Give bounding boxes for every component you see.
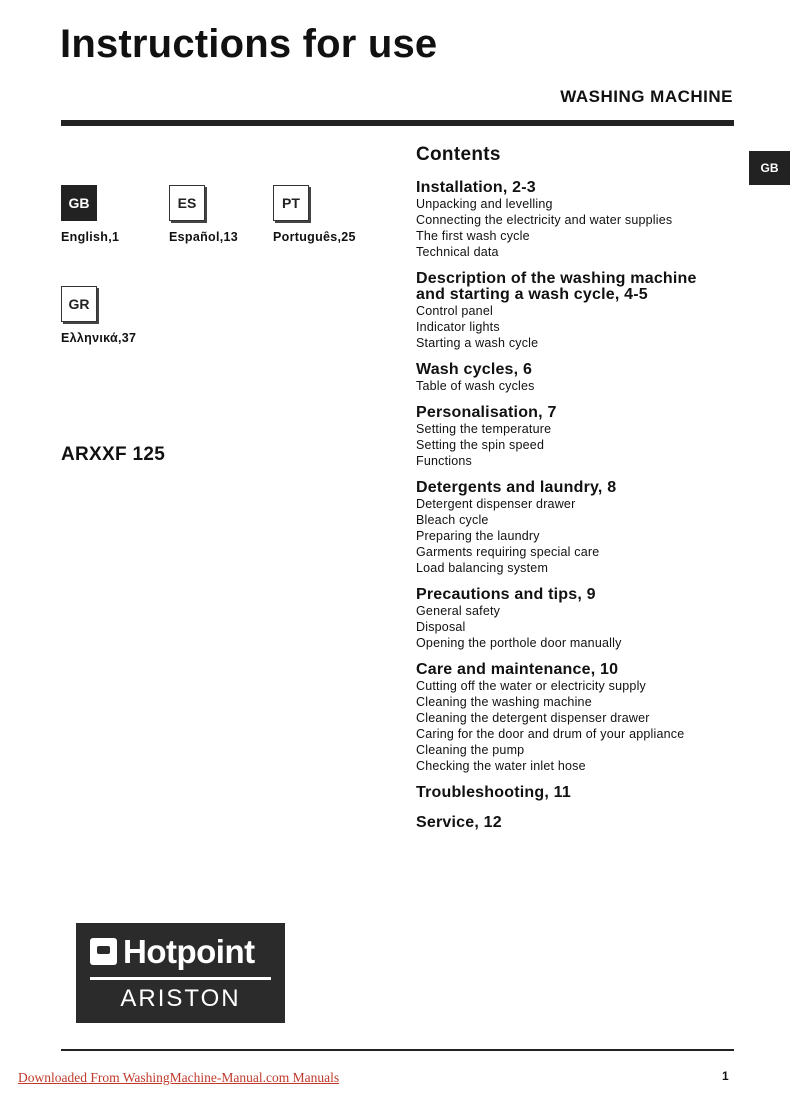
toc-heading[interactable]: Personalisation, 7: [416, 404, 557, 421]
toc-heading[interactable]: Installation, 2-3: [416, 179, 536, 196]
toc-item[interactable]: Starting a wash cycle: [416, 336, 539, 350]
logo-sub-brand: ARISTON: [120, 985, 241, 1012]
download-source-link[interactable]: Downloaded From WashingMachine-Manual.com Manuals: [18, 1070, 340, 1085]
toc-section-wash-cycles: [416, 362, 746, 394]
language-es[interactable]: [169, 185, 279, 244]
language-label-pt: Português,25: [273, 230, 356, 244]
toc-item[interactable]: Cleaning the detergent dispenser drawer: [416, 711, 650, 725]
toc-heading[interactable]: Description of the washing machine: [416, 270, 697, 287]
toc-item[interactable]: Technical data: [416, 245, 499, 259]
toc-section-precautions: [416, 587, 746, 651]
toc-section-care: [416, 662, 746, 774]
toc-item[interactable]: The first wash cycle: [416, 229, 530, 243]
toc-item[interactable]: General safety: [416, 604, 501, 618]
toc-section-service: [416, 815, 746, 831]
page-title: Instructions for use: [60, 22, 438, 66]
toc-item[interactable]: Preparing the laundry: [416, 529, 540, 543]
toc-section-description: [416, 271, 746, 351]
toc-item[interactable]: Disposal: [416, 620, 466, 634]
contents-title: Contents: [416, 144, 501, 165]
toc-heading[interactable]: Precautions and tips, 9: [416, 586, 596, 603]
language-gb[interactable]: [61, 185, 171, 244]
toc-section-detergents: [416, 480, 746, 576]
toc-section-troubleshooting: [416, 785, 746, 801]
toc-item[interactable]: Setting the spin speed: [416, 438, 545, 452]
toc-heading[interactable]: Troubleshooting, 11: [416, 784, 571, 801]
toc-item[interactable]: Checking the water inlet hose: [416, 759, 586, 773]
toc-item[interactable]: Indicator lights: [416, 320, 500, 334]
toc-item[interactable]: Unpacking and levelling: [416, 197, 553, 211]
toc-item[interactable]: Cleaning the washing machine: [416, 695, 592, 709]
toc-item[interactable]: Setting the temperature: [416, 422, 552, 436]
page-number: 1: [722, 1069, 729, 1083]
language-code-es: ES: [169, 185, 205, 221]
toc-heading[interactable]: Wash cycles, 6: [416, 361, 533, 378]
model-number: ARXXF 125: [61, 444, 166, 465]
language-label-es: Español,13: [169, 230, 238, 244]
toc-item[interactable]: Load balancing system: [416, 561, 549, 575]
toc-item[interactable]: Garments requiring special care: [416, 545, 600, 559]
brand-logo: [76, 923, 285, 1023]
language-gr[interactable]: [61, 286, 171, 345]
language-pt[interactable]: [273, 185, 383, 244]
footer-divider: [61, 1049, 734, 1051]
toc-item[interactable]: Bleach cycle: [416, 513, 489, 527]
logo-mark-icon: [90, 938, 117, 965]
product-type: WASHING MACHINE: [560, 87, 733, 106]
toc-heading[interactable]: Service, 12: [416, 814, 502, 831]
toc-item[interactable]: Opening the porthole door manually: [416, 636, 622, 650]
toc-item[interactable]: Cleaning the pump: [416, 743, 525, 757]
language-tab-gb: GB: [749, 151, 790, 185]
toc-item[interactable]: Caring for the door and drum of your appliance: [416, 727, 685, 741]
toc-item[interactable]: Control panel: [416, 304, 493, 318]
language-code-gr: GR: [61, 286, 97, 322]
language-code-gb: GB: [61, 185, 97, 221]
toc-item[interactable]: Connecting the electricity and water supplies: [416, 213, 673, 227]
language-code-pt: PT: [273, 185, 309, 221]
toc-heading[interactable]: Detergents and laundry, 8: [416, 479, 617, 496]
toc-section-installation: [416, 180, 746, 260]
language-label-gr: Ελληνικά,37: [61, 331, 137, 345]
toc-heading[interactable]: Care and maintenance, 10: [416, 661, 619, 678]
logo-brand-name: Hotpoint: [123, 933, 255, 970]
toc-heading-continued[interactable]: and starting a wash cycle, 4-5: [416, 286, 648, 303]
language-label-gb: English,1: [61, 230, 120, 244]
toc-item[interactable]: Functions: [416, 454, 472, 468]
toc-section-personalisation: [416, 405, 746, 469]
toc-item[interactable]: Table of wash cycles: [416, 379, 535, 393]
table-of-contents: [416, 144, 746, 842]
header-divider: [61, 120, 734, 126]
logo-divider: [90, 977, 271, 980]
toc-item[interactable]: Cutting off the water or electricity supply: [416, 679, 646, 693]
toc-item[interactable]: Detergent dispenser drawer: [416, 497, 576, 511]
